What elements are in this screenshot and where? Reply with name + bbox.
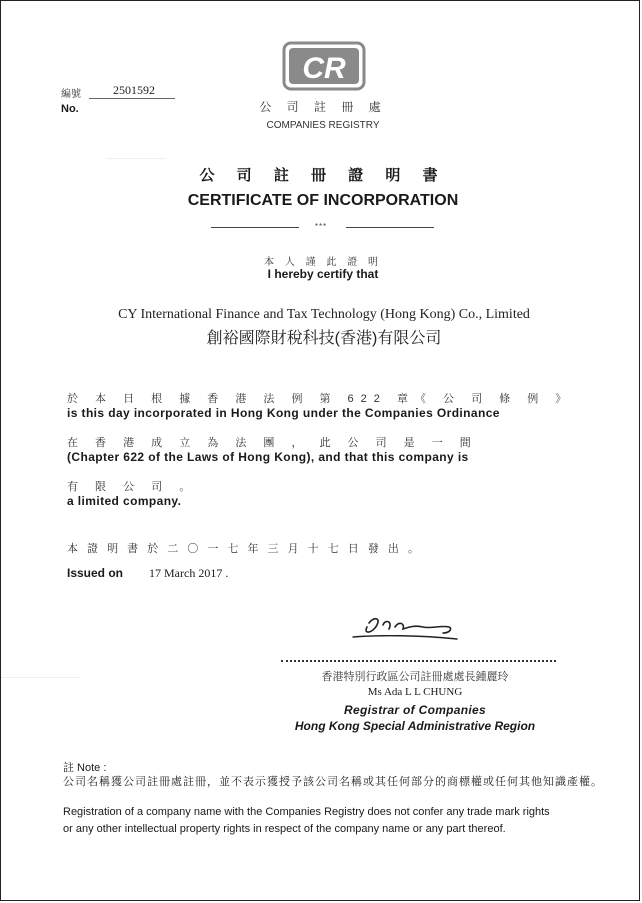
body-line-zh: 有 限 公 司 。 xyxy=(67,481,198,493)
title-divider-stars: *** xyxy=(314,222,328,231)
logo-text: CR xyxy=(302,52,346,85)
number-label-en: No. xyxy=(61,103,79,115)
companies-registry-logo xyxy=(282,41,366,91)
registry-name-zh: 公 司 註 冊 處 xyxy=(259,100,387,114)
company-name-en: CY International Finance and Tax Technology (Hong Kong) Co., Limited xyxy=(118,307,530,322)
body-line-en: a limited company. xyxy=(67,494,182,508)
certificate-number: 2501592 xyxy=(113,83,155,97)
certify-text-en: I hereby certify that xyxy=(267,267,379,281)
registrar-title-en: Registrar of Companies xyxy=(344,703,486,717)
title-divider-right xyxy=(346,227,434,228)
certify-text-zh: 本 人 謹 此 證 明 xyxy=(264,257,382,268)
note-label: 註 Note : xyxy=(63,762,107,774)
registrar-name: Ms Ada L L CHUNG xyxy=(367,686,463,698)
issued-label: Issued on xyxy=(67,566,124,580)
number-underline xyxy=(89,98,175,99)
scan-artifact-line xyxy=(106,158,166,159)
title-divider-left xyxy=(211,227,299,228)
body-line-en: (Chapter 622 of the Laws of Hong Kong), and that this company is xyxy=(67,450,469,464)
body-line-zh: 在 香 港 成 立 為 法 團 ， 此 公 司 是 一 間 xyxy=(67,437,478,449)
note-text-en: or any other intellectual property rights in respect of the company name or any part thereof. xyxy=(63,823,506,835)
registry-name-en: COMPANIES REGISTRY xyxy=(266,120,380,131)
note-text-zh: 公司名稱獲公司註冊處註冊，並不表示獲授予該公司名稱或其任何部分的商標權或任何其他知識產權。 xyxy=(63,776,603,788)
registrar-region-en: Hong Kong Special Administrative Region xyxy=(294,719,536,733)
body-line-en: is this day incorporated in Hong Kong under the Companies Ordinance xyxy=(67,406,500,420)
registrar-title-zh: 香港特別行政區公司註冊處處長鍾麗玲 xyxy=(321,671,509,683)
certificate-title-en: CERTIFICATE OF INCORPORATION xyxy=(187,192,459,209)
company-name-zh: 創裕國際財稅科技(香港)有限公司 xyxy=(206,330,442,347)
note-text-en: Registration of a company name with the Companies Registry does not confer any trade mark rights xyxy=(63,806,550,818)
certificate-title-zh: 公 司 註 冊 證 明 書 xyxy=(199,167,447,184)
body-line-zh: 於 本 日 根 據 香 港 法 例 第 622 章《 公 司 條 例 》 xyxy=(67,393,574,405)
issued-text-zh: 本 證 明 書 於 二 〇 一 七 年 三 月 十 七 日 發 出 。 xyxy=(67,543,422,555)
scan-artifact-line xyxy=(1,677,81,678)
issued-date: 17 March 2017 . xyxy=(149,566,229,580)
registrar-signature xyxy=(349,613,461,645)
number-label-zh: 編號 xyxy=(61,89,81,100)
signature-dotted-line xyxy=(281,660,556,662)
